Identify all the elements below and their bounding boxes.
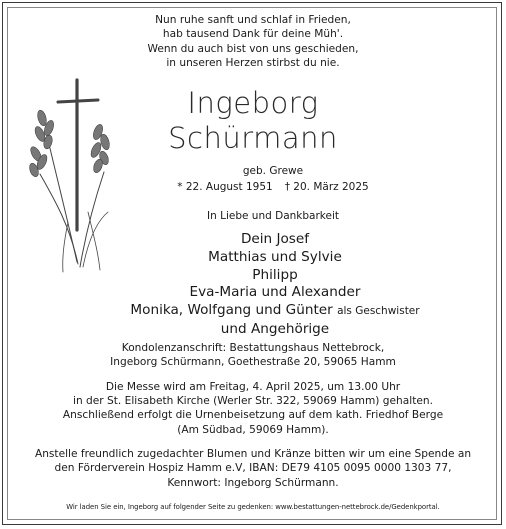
memorial-portal-note: Wir laden Sie ein, Ingeborg auf folgender Seite zu gedenken: www.bestattungen-nettebrock.de/Gedenkportal. [66,503,440,511]
family-line: und Angehörige [220,320,330,337]
family-line: Matthias und Sylvie [208,248,342,265]
first-name: Ingeborg [187,86,319,120]
poem-line: in unseren Herzen stirbst du nie. [166,56,340,69]
condolence-line: Ingeborg Schürmann, Goethestraße 20, 59065 Hamm [110,356,396,369]
mass-line: (Am Südbad, 59069 Hamm). [177,423,329,436]
poem-line: Nun ruhe sanft und schlaf in Frieden, [155,14,351,26]
deceased-name [0,86,506,156]
poem [0,13,506,70]
siblings-label: als Geschwister [337,305,420,318]
donation-line: Anstelle freundlich zugedachter Blumen und Kränze bitten wir um eine Spende an [34,448,472,460]
poem-line: hab tausend Dank für deine Müh'. [162,28,344,41]
donation-line: den Förderverein Hospiz Hamm e.V, IBAN: DE79 4105 0095 0000 1303 77, [54,462,452,475]
last-name: Schürmann [168,121,338,155]
mass-line: in der St. Elisabeth Kirche (Werler Str. 322, 59069 Hamm) gehalten. [73,395,433,408]
donation-line: Kennwort: Ingeborg Schürmann. [167,476,339,489]
family-line: Eva-Maria und Alexander [189,284,361,301]
mass-line: Anschließend erfolgt die Urnenbeisetzung auf dem kath. Friedhof Berge [62,409,444,422]
condolence-address [0,341,506,370]
poem-line: Wenn du auch bist von uns geschieden, [147,42,359,55]
family-line-siblings [22,302,506,321]
family-line: Dein Josef [240,231,310,247]
birth-name: geb. Grewe [242,165,304,177]
mass-line: Die Messe wird am Freitag, 4. April 2025, um 13.00 Uhr [105,381,401,393]
donation-info [0,447,506,490]
birth-date: * 22. August 1951 [177,181,273,193]
death-date: † 20. März 2025 [284,181,369,193]
condolence-line: Kondolenzanschrift: Bestattungshaus Nettebrock, [121,342,385,354]
siblings-names: Monika, Wolfgang und Günter [130,302,333,319]
family-line: Philipp [252,266,298,283]
love-line: In Liebe und Dankbarkeit [207,210,339,222]
mass-info [0,380,506,437]
family-list [22,231,506,339]
life-dates [20,181,506,193]
